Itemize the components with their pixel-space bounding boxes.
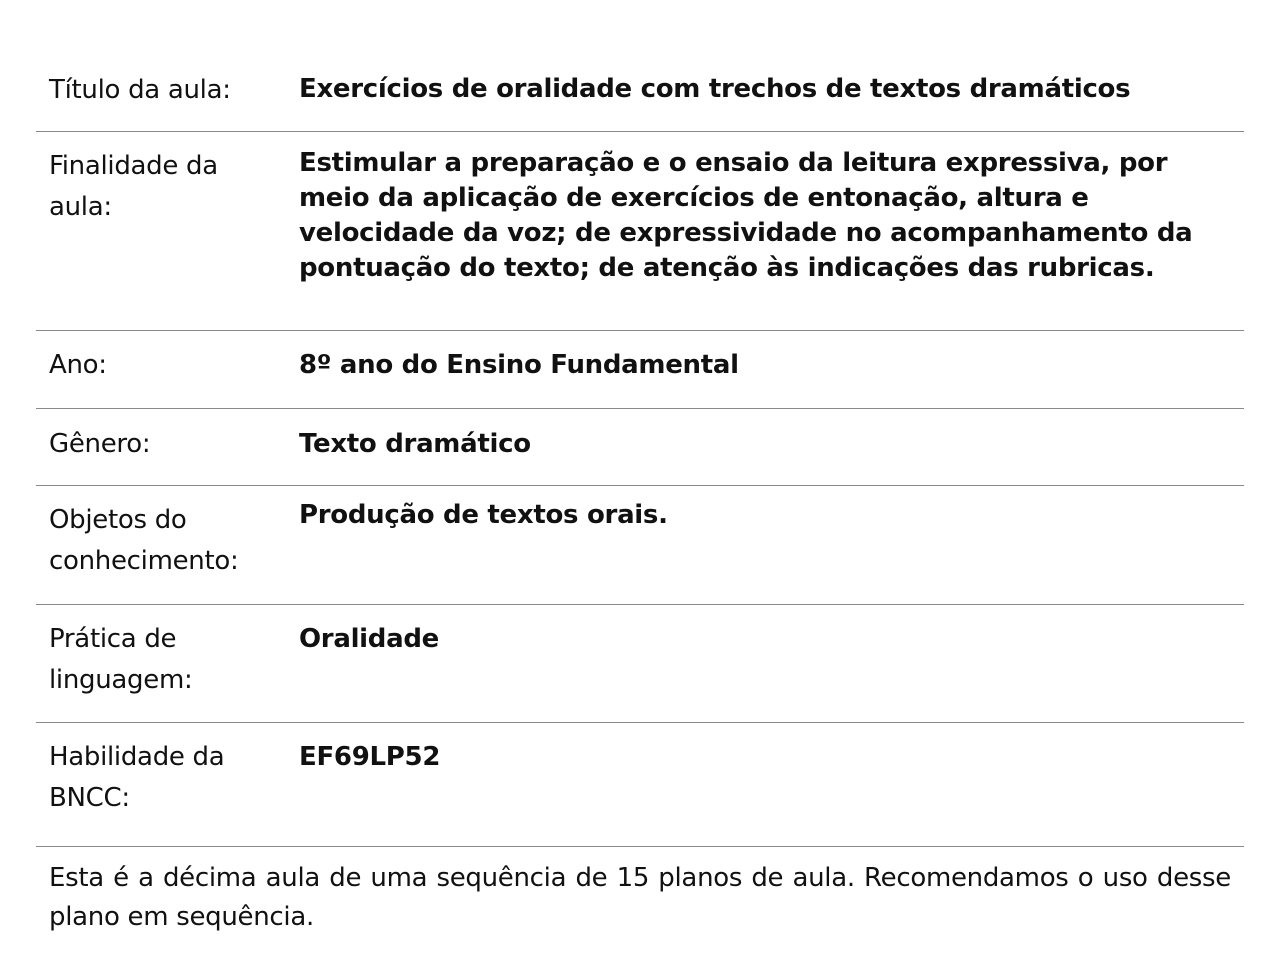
knowledge-objects-value: Produção de textos orais. <box>299 500 668 530</box>
school-year-value: 8º ano do Ensino Fundamental <box>299 350 739 380</box>
genre-label: Gênero: <box>49 429 151 459</box>
language-practice-label: Prática de linguagem: <box>49 624 193 695</box>
row-school-year <box>36 331 1244 409</box>
lesson-purpose-value: Estimular a preparação e o ensaio da leitura expressiva, por meio da aplicação de exercícios de entonação, altura e velocidade da voz; de expressividade no acompanhamento da pontuação do texto; de atenção às indicações das rubricas. <box>299 148 1193 283</box>
row-language-practice <box>36 605 1244 723</box>
school-year-label: Ano: <box>49 350 107 380</box>
row-lesson-purpose <box>36 132 1244 331</box>
lesson-title-value: Exercícios de oralidade com trechos de textos dramáticos <box>299 74 1131 104</box>
row-knowledge-objects <box>36 486 1244 605</box>
lesson-plan-table <box>36 50 1244 937</box>
language-practice-value: Oralidade <box>299 624 439 654</box>
knowledge-objects-label: Objetos do conhecimento: <box>49 505 239 576</box>
row-genre <box>36 409 1244 486</box>
row-bncc-skill <box>36 723 1244 847</box>
row-lesson-title <box>36 50 1244 132</box>
genre-value: Texto dramático <box>299 429 531 459</box>
lesson-purpose-label: Finalidade da aula: <box>49 151 218 222</box>
bncc-skill-label: Habilidade da BNCC: <box>49 742 225 813</box>
lesson-title-label: Título da aula: <box>49 75 231 105</box>
sequence-note: Esta é a décima aula de uma sequência de 15 planos de aula. Recomendamos o uso desse plano em sequência. <box>49 863 1231 932</box>
bncc-skill-value: EF69LP52 <box>299 742 441 772</box>
